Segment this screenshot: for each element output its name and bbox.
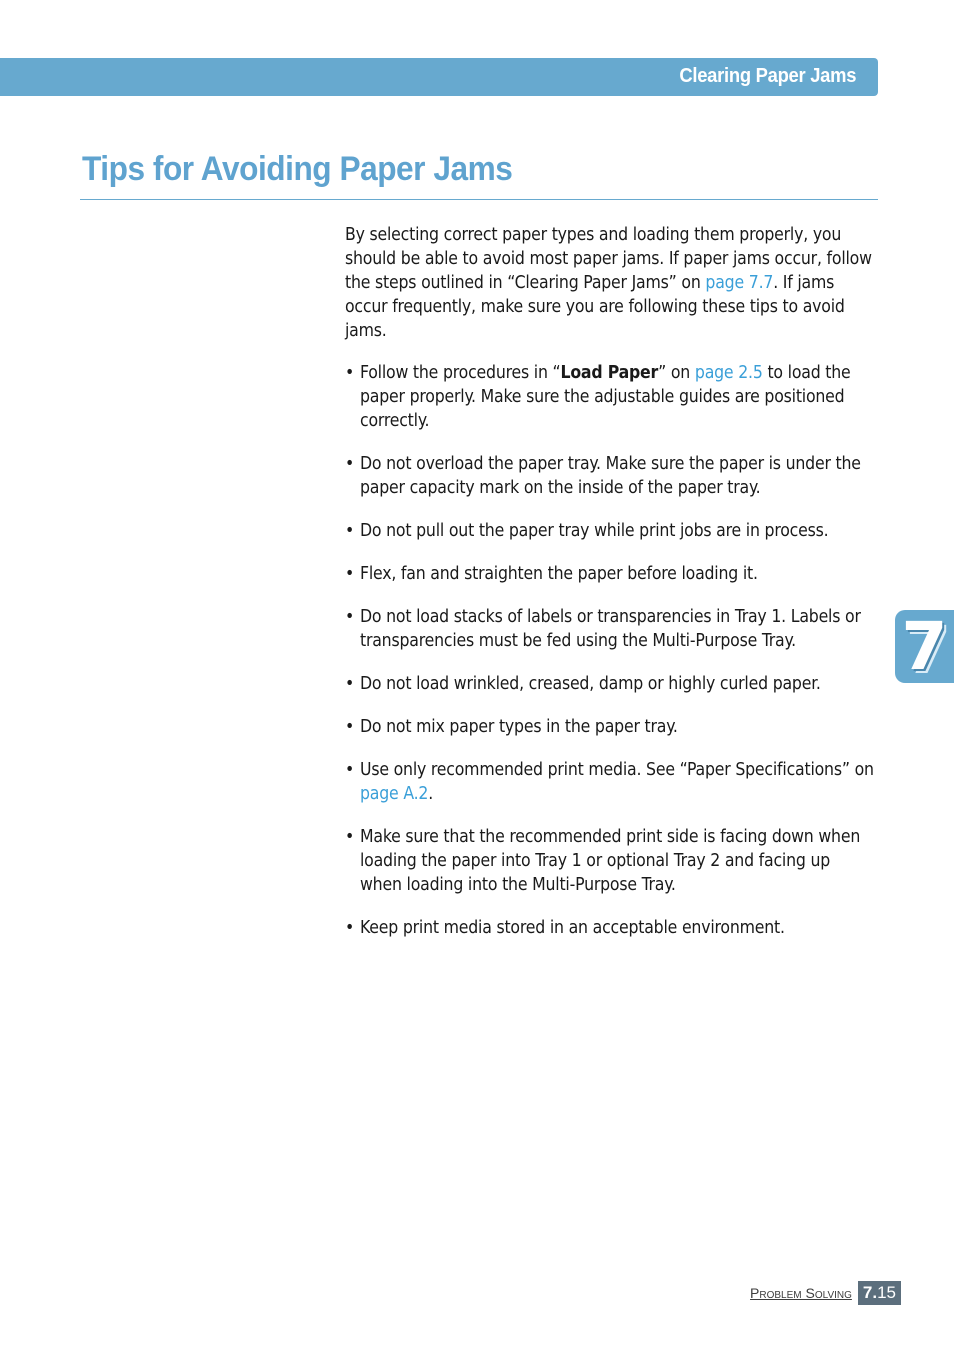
page-link[interactable]: page 2.5 (694, 363, 763, 383)
header-bar (0, 58, 878, 96)
tips-list (345, 361, 875, 940)
page-link[interactable]: page A.2 (360, 784, 429, 804)
list-item: • Keep print media stored in an acceptable environment. (345, 918, 785, 938)
section-title: Clearing Paper Jams (679, 65, 856, 87)
bullet: • (345, 827, 355, 847)
main-content (345, 223, 875, 959)
bullet: • (345, 760, 355, 780)
list-item: • Make sure that the recommended print side is facing down when loading the paper into Tray 1 or optional Tray 2 and facing up when loading into the Multi-Purpose Tray. (345, 827, 861, 895)
footer-section-title: Problem Solving (750, 1285, 852, 1301)
list-item: • Do not mix paper types in the paper tray. (345, 717, 678, 737)
list-item: • Use only recommended print media. See “Paper Specifications” on page A.2. (345, 760, 874, 804)
list-item: • Flex, fan and straighten the paper before loading it. (345, 564, 758, 584)
list-item: • Do not load wrinkled, creased, damp or highly curled paper. (345, 674, 821, 694)
bullet: • (345, 521, 355, 541)
footer (750, 1281, 901, 1305)
intro-paragraph: By selecting correct paper types and loading them properly, you should be able to avoid most paper jams. If paper jams occur, follow the steps outlined in “Clearing Paper Jams” on page 7.7. If jams occur frequently, make sure you are following these tips to avoid jams. (345, 225, 872, 341)
list-item: • Do not overload the paper tray. Make sure the paper is under the paper capacity mark on the inside of the paper tray. (345, 454, 861, 498)
load-paper-label: Load Paper (560, 363, 659, 383)
page-number-badge: 7.15 (858, 1281, 901, 1305)
chapter-number: 7 (901, 608, 948, 685)
bullet: • (345, 564, 355, 584)
list-item: • Do not pull out the paper tray while print jobs are in process. (345, 521, 829, 541)
bullet: • (345, 607, 355, 627)
page-title: Tips for Avoiding Paper Jams (82, 150, 513, 188)
chapter-tab (895, 610, 954, 683)
list-item: • Follow the procedures in “Load Paper” on page 2.5 to load the paper properly. Make sure the adjustable guides are positioned correctly. (345, 363, 851, 431)
bullet: • (345, 454, 355, 474)
bullet: • (345, 918, 355, 938)
bullet: • (345, 674, 355, 694)
bullet: • (345, 717, 355, 737)
title-divider (80, 199, 878, 200)
page-link[interactable]: page 7.7 (705, 273, 774, 293)
list-item: • Do not load stacks of labels or transparencies in Tray 1. Labels or transparencies must be fed using the Multi-Purpose Tray. (345, 607, 861, 651)
bullet: • (345, 363, 355, 383)
